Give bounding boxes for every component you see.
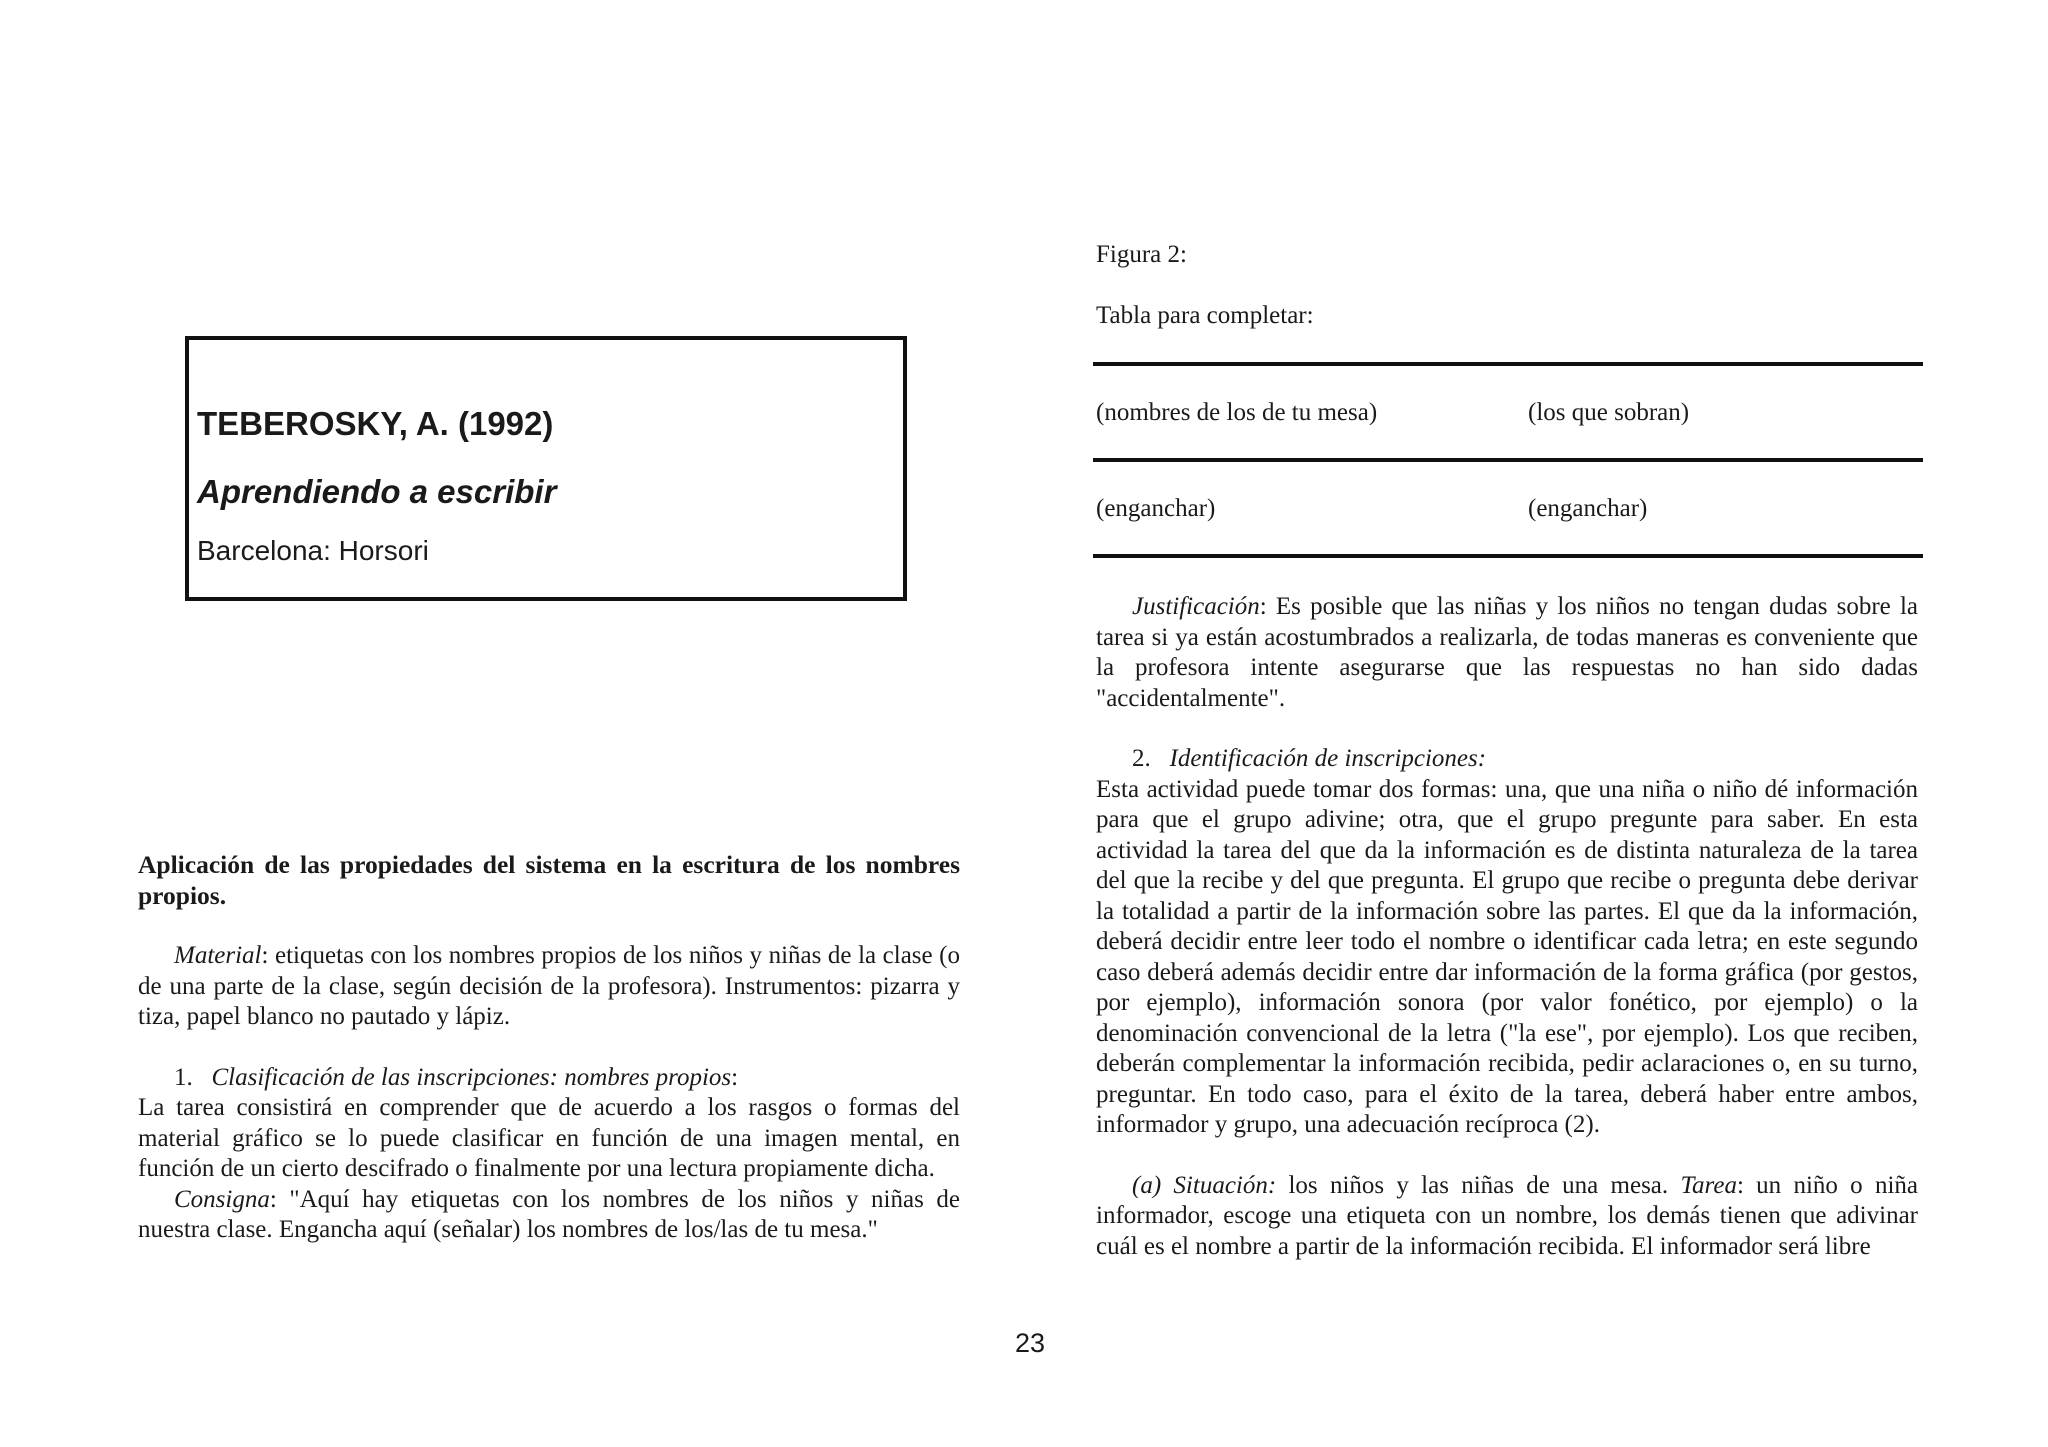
right-body-text — [1096, 592, 1918, 1262]
item2-text: Esta actividad puede tomar dos formas: una, que una niña o niño dé información para que el grupo adivine; otra, que el grupo pregunte para saber. En esta actividad la tarea del que da la información es de distinta naturaleza de la tarea del que la recibe y del que pregunta. El grupo que recibe o pregunta debe derivar la totalidad a partir de la información sobre las partes. El que da la información, deberá decidir entre leer todo el nombre o identificar cada letra; en este segundo caso deberá además decidir entre dar información de la forma gráfica (por gestos, por ejemplo), información sonora (por valor fonético, por ejemplo) o la denominación convencional de la letra ("la ese", por ejemplo). Los que reciben, deberán complementar la información recibida, pedir aclaraciones o, en su turno, preguntar. En todo caso, para el éxito de la tarea, deberá haber entre ambos, informador y grupo, una adecuación recíproca (2). — [1096, 775, 1918, 1138]
table-cell: (nombres de los de tu mesa) — [1096, 399, 1378, 426]
fill-in-table — [1093, 362, 1923, 558]
table-cell: (enganchar) — [1528, 495, 1648, 522]
situacion-paragraph — [1096, 1171, 1918, 1263]
tarea-text: : un niño o niña informador, escoge una etiqueta con un nombre, los demás tienen que adivinar cuál es el nombre a partir de la información recibida. El informador será libre — [1096, 1171, 1919, 1260]
situacion-text: los niños y las niñas de una mesa. — [1276, 1171, 1681, 1199]
table-row — [1093, 366, 1923, 458]
citation-author: TEBEROSKY, A. (1992) — [197, 405, 554, 442]
situacion-label: (a) Situación: — [1132, 1171, 1277, 1199]
table-row — [1093, 462, 1923, 554]
justificacion-label: Justificación — [1132, 593, 1260, 620]
left-column — [138, 850, 960, 1246]
citation-title: Aprendiendo a escribir — [197, 473, 557, 510]
consigna-paragraph — [138, 1185, 960, 1246]
table-rule-bottom — [1093, 554, 1923, 558]
citation-publisher: Barcelona: Horsori — [197, 535, 429, 566]
item2-number: 2. — [1132, 745, 1151, 772]
justificacion-text: : Es posible que las niñas y los niños no tengan dudas sobre la tarea si ya están acostumbrados a realizarla, de todas maneras es conveniente que la profesora intente asegurarse que las respuestas no han sido dadas "accidentalmente". — [1096, 593, 1918, 712]
item1-colon: : — [731, 1063, 739, 1091]
tarea-label: Tarea — [1680, 1171, 1737, 1199]
consigna-text: : "Aquí hay etiquetas con los nombres de los niños y niñas de nuestra clase. Engancha aquí (señalar) los nombres de los/las de tu mesa." — [138, 1185, 960, 1243]
table-cell: (enganchar) — [1096, 495, 1216, 522]
material-label: Material — [174, 942, 262, 969]
item2-heading — [1096, 744, 1918, 775]
item2-title: Identificación de inscripciones: — [1169, 745, 1487, 772]
figure-label: Figura 2: — [1096, 241, 1187, 268]
item1-title: Clasificación de las inscripciones: nombres propios — [211, 1063, 732, 1091]
item1-text: La tarea consistirá en comprender que de acuerdo a los rasgos o formas del material gráfico se lo puede clasificar en función de una imagen mental, en función de un cierto descifrado o finalmente por una lectura propiamente dicha. — [138, 1094, 960, 1182]
table-cell: (los que sobran) — [1528, 399, 1690, 426]
item1-number: 1. — [174, 1063, 193, 1091]
section-heading: Aplicación de las propiedades del sistema en la escritura de los nombres propios. — [138, 850, 960, 910]
material-text: : etiquetas con los nombres propios de los niños y niñas de la clase (o de una parte de la clase, según decisión de la profesora). Instrumentos: pizarra y tiza, papel blanco no pautado y lápiz. — [138, 942, 960, 1030]
table-label: Tabla para completar: — [1096, 302, 1314, 329]
item1-heading — [138, 1063, 960, 1094]
citation-box — [185, 336, 907, 601]
page-number: 23 — [1014, 1328, 1046, 1358]
material-paragraph — [138, 941, 960, 1033]
justificacion-paragraph — [1096, 592, 1918, 714]
consigna-label: Consigna — [174, 1185, 270, 1213]
